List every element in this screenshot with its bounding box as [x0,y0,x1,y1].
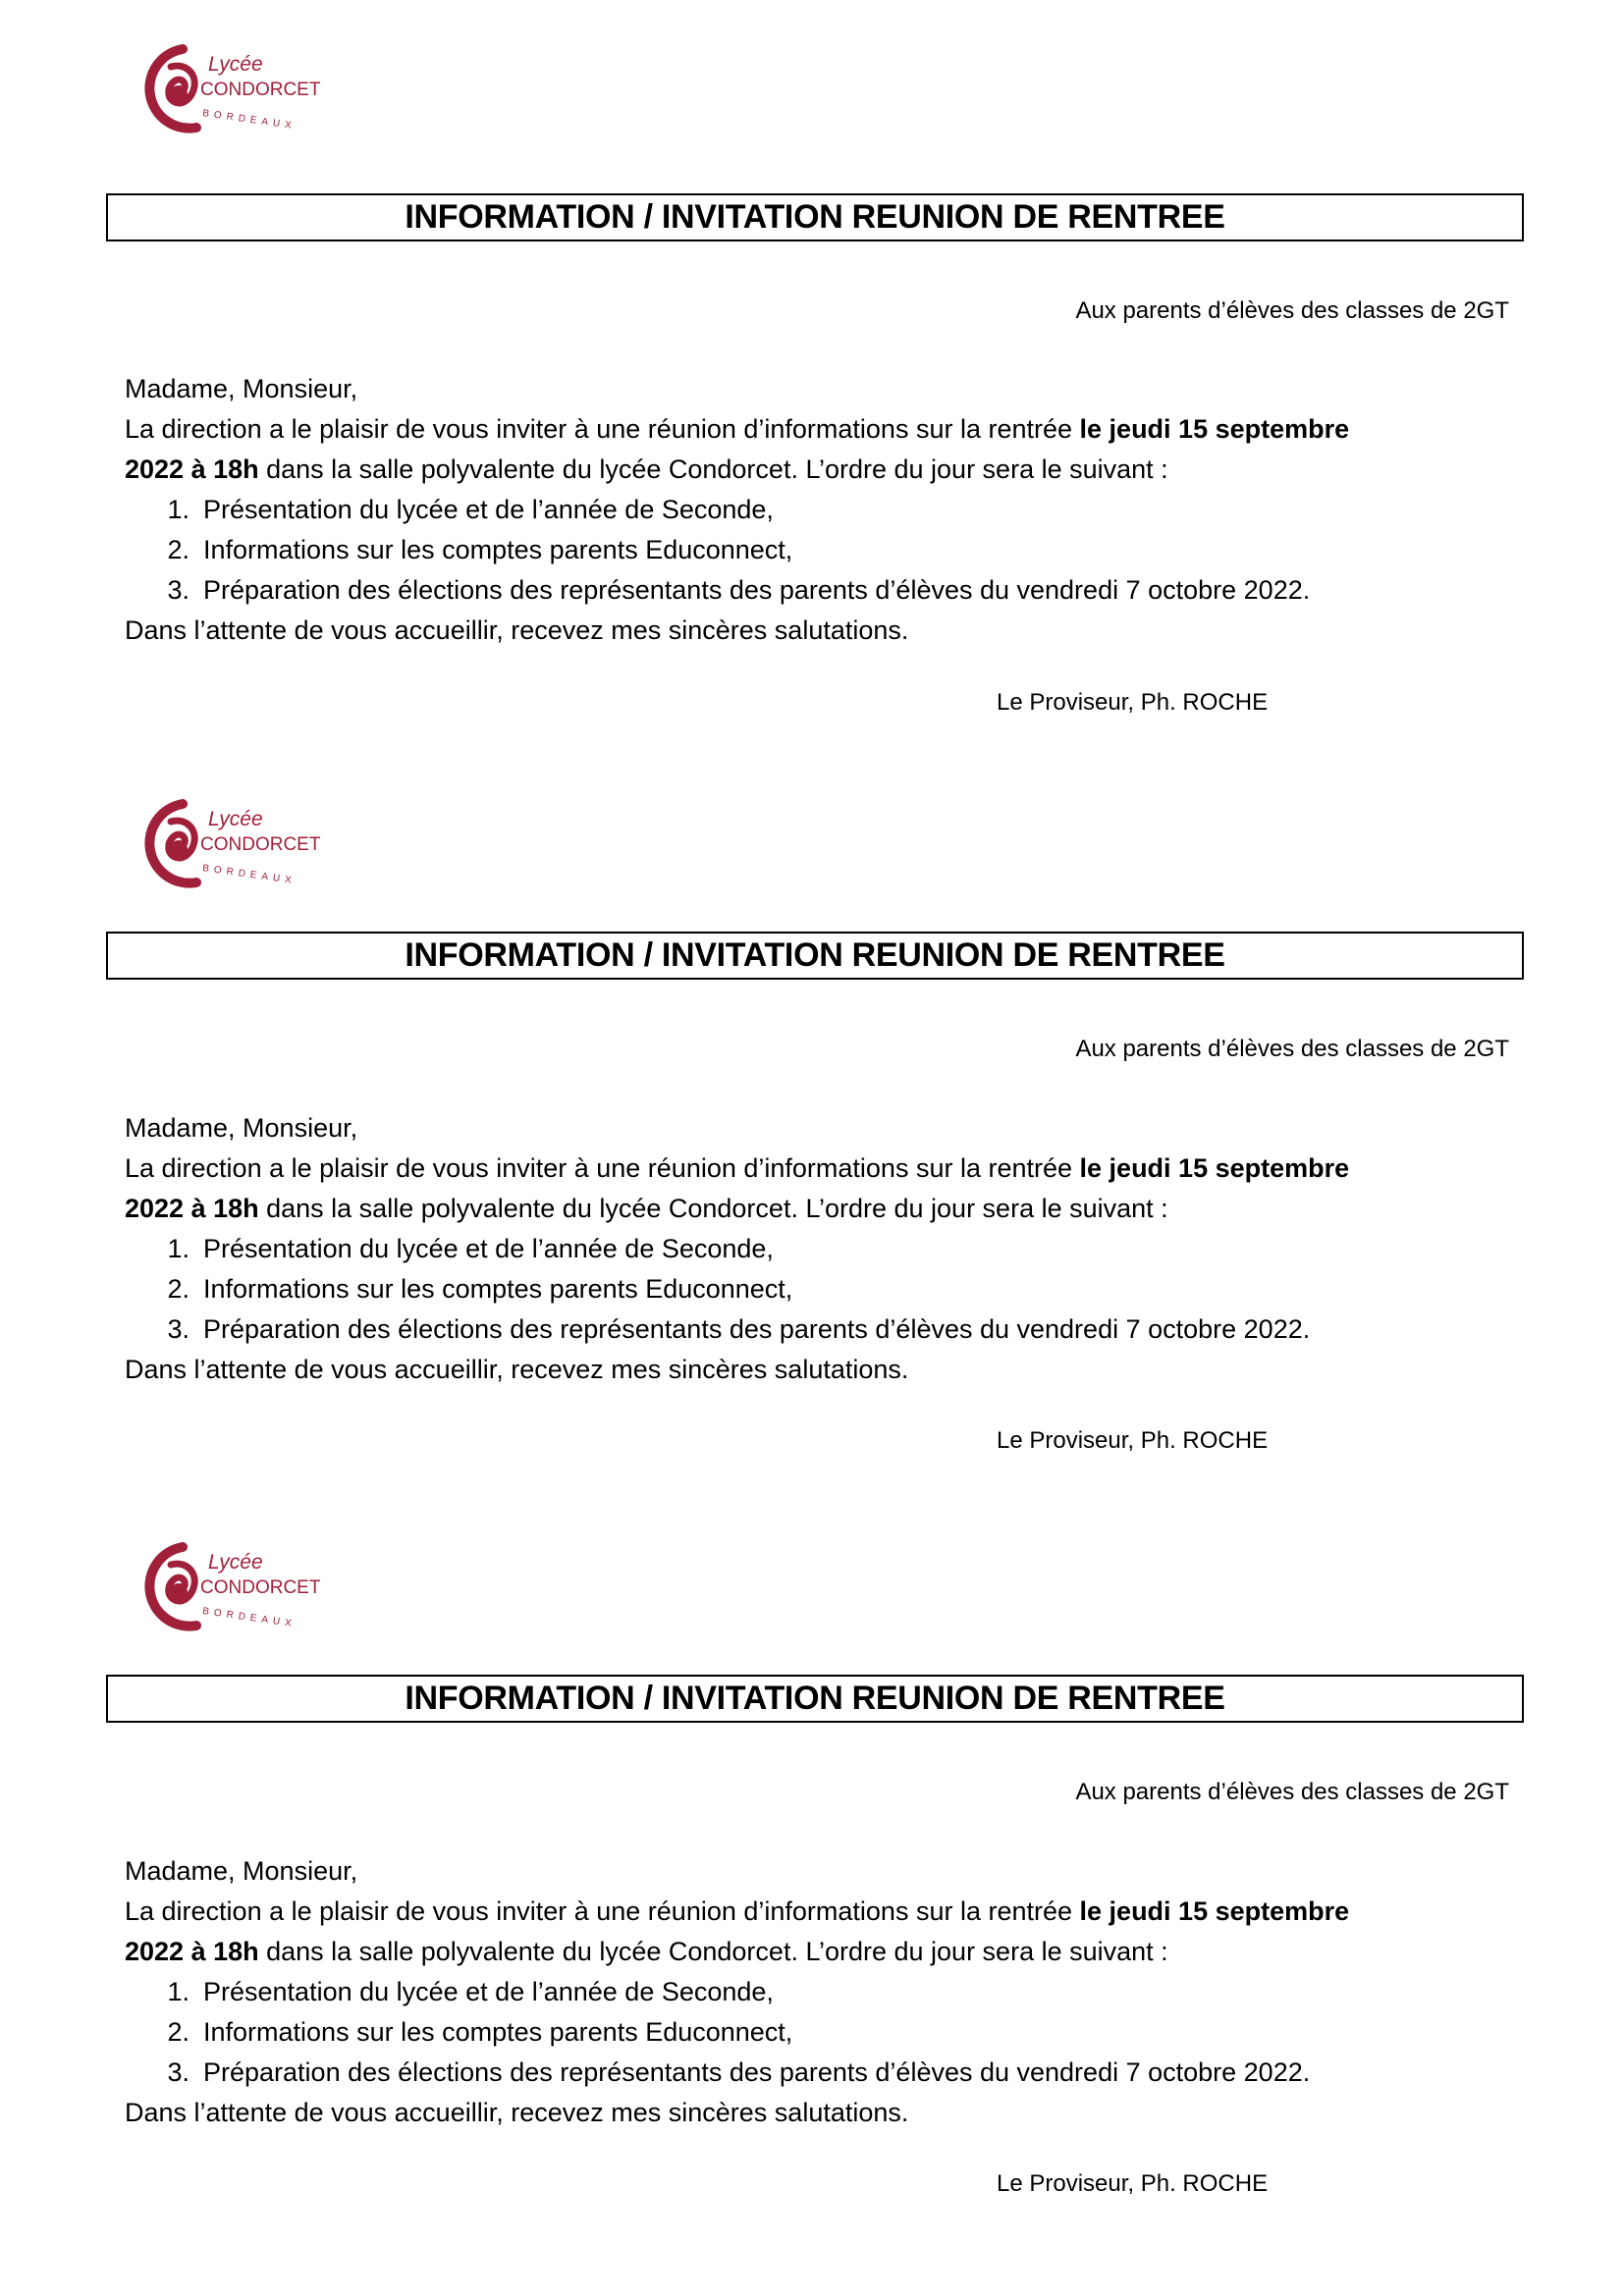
agenda-text: Préparation des élections des représentants des parents d’élèves du vendredi 7 octobre 2022. [203,575,1311,605]
intro-line-1 [125,1148,1519,1189]
agenda-number: 2. [167,1274,189,1304]
logo-line-condorcet: CONDORCET [200,80,321,100]
agenda-item [125,570,1519,611]
closing: Dans l’attente de vous accueillir, recevez mes sincères salutations. [125,615,909,645]
agenda-number: 3. [167,1314,189,1344]
slip-title: INFORMATION / INVITATION REUNION DE RENTREE [405,936,1225,974]
intro-time: 2022 à 18h [125,1937,259,1966]
agenda-number: 1. [167,1977,189,2006]
agenda-item [125,490,1519,530]
agenda-item [125,2053,1519,2093]
agenda-text: Présentation du lycée et de l’année de Seconde, [203,1977,774,2006]
intro-date: le jeudi 15 septembre [1079,414,1350,444]
closing: Dans l’attente de vous accueillir, recevez mes sincères salutations. [125,1355,909,1384]
logo-line-condorcet: CONDORCET [200,834,321,855]
agenda-item [125,2012,1519,2053]
agenda-item [125,1269,1519,1309]
lycee-condorcet-logo [128,1535,344,1643]
lycee-condorcet-logo [128,792,344,900]
intro-line-2 [125,450,1519,490]
intro-line-2 [125,1932,1519,1972]
agenda-text: Préparation des élections des représentants des parents d’élèves du vendredi 7 octobre 2022. [203,2057,1311,2087]
intro-text-end: dans la salle polyvalente du lycée Condorcet. L’ordre du jour sera le suivant : [258,1937,1168,1966]
slip-title: INFORMATION / INVITATION REUNION DE RENTREE [405,198,1225,236]
addressee: Aux parents d’élèves des classes de 2GT [1075,1036,1509,1062]
agenda-item [125,1972,1519,2012]
intro-date: le jeudi 15 septembre [1079,1896,1350,1926]
addressee: Aux parents d’élèves des classes de 2GT [1075,297,1509,324]
lycee-condorcet-logo [128,37,344,145]
intro-text: La direction a le plaisir de vous inviter à une réunion d’informations sur la rentrée [125,414,1080,444]
intro-text: La direction a le plaisir de vous inviter à une réunion d’informations sur la rentrée [125,1153,1080,1183]
intro-text-end: dans la salle polyvalente du lycée Condorcet. L’ordre du jour sera le suivant : [258,1194,1168,1223]
intro-text: La direction a le plaisir de vous inviter à une réunion d’informations sur la rentrée [125,1896,1080,1926]
intro-time: 2022 à 18h [125,454,259,484]
slip-title: INFORMATION / INVITATION REUNION DE RENTREE [405,1680,1225,1717]
title-box [106,193,1524,241]
salutation: Madame, Monsieur, [125,1856,358,1886]
agenda-text: Présentation du lycée et de l’année de Seconde, [203,495,774,524]
agenda-text: Présentation du lycée et de l’année de Seconde, [203,1234,774,1263]
agenda-number: 2. [167,535,189,564]
agenda-number: 3. [167,2057,189,2087]
intro-text-end: dans la salle polyvalente du lycée Condorcet. L’ordre du jour sera le suivant : [258,454,1168,484]
intro-time: 2022 à 18h [125,1194,259,1223]
logo-line-lycee: Lycée [208,53,263,76]
agenda-item [125,1309,1519,1350]
title-box [106,1675,1524,1723]
salutation: Madame, Monsieur, [125,1113,358,1143]
agenda-item [125,530,1519,570]
intro-date: le jeudi 15 septembre [1079,1153,1350,1183]
agenda-number: 1. [167,495,189,524]
agenda-text: Informations sur les comptes parents Educonnect, [203,2017,793,2047]
agenda-number: 3. [167,575,189,605]
letter-body [125,1108,1519,1390]
title-box [106,932,1524,980]
invitation-slip [0,0,1624,743]
signature: Le Proviseur, Ph. ROCHE [997,2170,1269,2197]
invitation-slip [0,743,1624,1486]
intro-line-1 [125,1892,1519,1932]
letter-body [125,369,1519,651]
invitation-slip [0,1486,1624,2229]
intro-line-2 [125,1189,1519,1229]
logo-line-bordeaux: BORDEAUX [201,863,298,887]
signature: Le Proviseur, Ph. ROCHE [997,689,1269,716]
agenda-text: Préparation des élections des représentants des parents d’élèves du vendredi 7 octobre 2022. [203,1314,1311,1344]
logo-line-condorcet: CONDORCET [200,1577,321,1598]
agenda-item [125,1229,1519,1269]
addressee: Aux parents d’élèves des classes de 2GT [1075,1779,1509,1805]
salutation: Madame, Monsieur, [125,374,358,403]
intro-line-1 [125,409,1519,450]
closing: Dans l’attente de vous accueillir, recevez mes sincères salutations. [125,2098,909,2127]
agenda-number: 1. [167,1234,189,1263]
logo-line-bordeaux: BORDEAUX [201,1606,298,1630]
agenda-text: Informations sur les comptes parents Educonnect, [203,1274,793,1304]
logo-line-lycee: Lycée [208,808,263,830]
letter-body [125,1851,1519,2133]
signature: Le Proviseur, Ph. ROCHE [997,1427,1269,1454]
agenda-number: 2. [167,2017,189,2047]
agenda-text: Informations sur les comptes parents Educonnect, [203,535,793,564]
logo-line-bordeaux: BORDEAUX [201,108,298,133]
logo-line-lycee: Lycée [208,1551,263,1574]
